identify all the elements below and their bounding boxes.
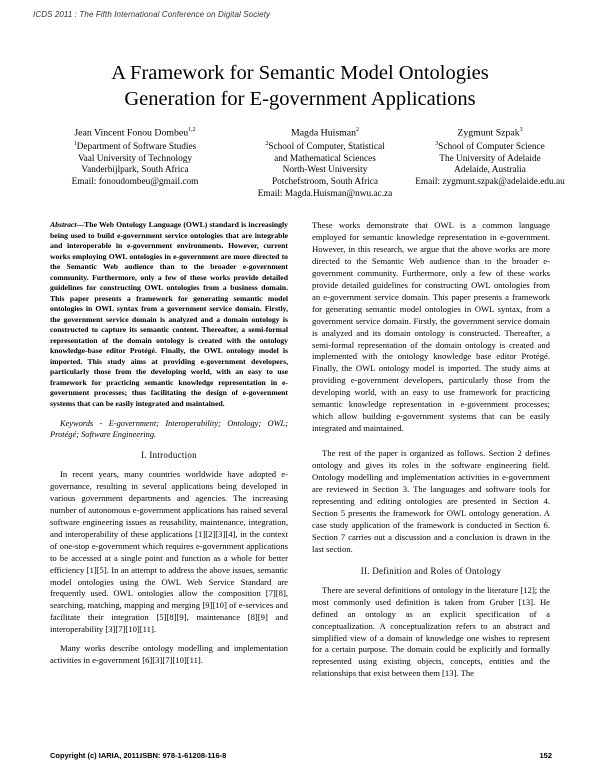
author-3-name: Zygmunt Szpak xyxy=(457,127,520,139)
abstract-text: —The Web Ontology Language (OWL) standard is increasingly being used to build e-government service ontologies that are integrable and interoperable in e-government environments. However, current works employing OWL ontologies in e-government are more directed to the Semantic Web audience than to the broader e-government community. Furthermore, only a few of these works provide detailed guidelines for constructing OWL ontologies from a business domain. This paper presents a framework for generating semantic model ontologies in OWL syntax from a government service domain. Firstly, the government service domain is analyzed and a domain ontology is constructed to capture its semantic content. Thereafter, a semi-formal representation of the domain ontology is created with the ontology knowledge-base editor Protégé. Finally, the OWL ontology model is imported. This study aims at providing e-government developers, particularly those from the developing world, with an easy to use framework for practicing semantic knowledge representation in e-government processes; thus facilitating the design of e-government systems that can be easily integrated and maintained. xyxy=(50,220,288,408)
author-1: Jean Vincent Fonou Dombeu$^{1,2}$ $^1$Department of Software Studies Vaal University of Technology Vanderbijlpark, South Africa Email: fonoudombeu@gmail.com xyxy=(40,125,230,189)
right-paragraph-1: These works demonstrate that OWL is a common language employed for semantic knowledge representation in e-government. However, in this research, we argue that the above works are more directed to the Semantic Web audience than to the broader e-government community. Furthermore, only a few of these works provide detailed guidelines for constructing OWL ontologies from an e-government service domain. This paper presents a framework for generating semantic model ontologies in OWL syntax, from a government service domain. Firstly, the government service domain is analyzed and its domain ontology is constructed. Thereafter, a semi-formal representation of the domain ontology is created and implemented with the ontology knowledge base editor Protégé. Finally, the OWL ontology model is imported. The study aims at providing e-government developers, particularly those from the developing world, with an easy to use framework for practicing semantic knowledge representation in e-government processes; which allow building e-government systems that can be easily integrated and maintained. xyxy=(312,220,550,434)
author-1-name: Jean Vincent Fonou Dombeu xyxy=(74,127,189,139)
author-block xyxy=(40,125,565,199)
paper-title xyxy=(30,60,570,112)
section-2-heading: II. Definition and Roles of Ontology xyxy=(360,565,502,576)
intro-paragraph-2: Many works describe ontology modelling and implementation activities in e-government [6][3][7][10][11]. xyxy=(50,643,288,666)
title-line-2: Generation for E-government Applications xyxy=(124,88,476,110)
definition-paragraph: There are several definitions of ontology in the literature [12]; the most commonly used definition is taken from Gruber [13]. He defined an ontology as an explicit specification of a conceptualization. A conceptualization refers to an abstract and simplified view of a domain of knowledge one wishes to represent for a certain purpose. The domain could be explicitly and formally represented using existing objects, concepts, entities and the relationships that exist between them [13]. The xyxy=(312,584,550,679)
right-column xyxy=(312,220,550,687)
abstract xyxy=(50,220,288,409)
left-column xyxy=(50,220,288,674)
footer-isbn: ISBN: 978-1-61208-116-8 xyxy=(140,751,227,760)
footer-copyright: Copyright (c) IARIA, 2011. xyxy=(50,751,142,760)
author-3: Zygmunt Szpak$^3$ $^3$School of Computer Science The University of Adelaide Adelaide, Australia Email: zygmunt.szpak@adelaide.edu.au xyxy=(380,125,600,189)
page-number: 152 xyxy=(539,751,552,760)
right-paragraph-2: The rest of the paper is organized as follows. Section 2 defines ontology and gives its roles in the software engineering field. Ontology modelling and implementation activities in e-government are reviewed in Section 3. The languages and software tools for representing and editing ontologies are presented in Section 4. Section 5 presents the framework for OWL ontology generation. A case study application of the framework is conducted in Section 6. Section 7 carries out a discussion and a conclusion is drawn in the last section. xyxy=(312,448,550,554)
keywords: Keywords - E-government; Interoperability; Ontology; OWL; Protégé; Software Engineering. xyxy=(50,419,288,439)
section-1-heading: I. Introduction xyxy=(141,450,197,460)
author-3-email: Email: zygmunt.szpak@adelaide.edu.au xyxy=(415,177,565,188)
intro-paragraph-1: In recent years, many countries worldwide have adopted e-governance, resulting in several applications being developed in various government departments and agencies. The increasing number of autonomous e-government applications has raised several software engineering issues as reusability, maintenance, integration, and interoperability of these applications [1][2][3][4], in the context of one-stop e-government which requires e-government applications to be accessed at a single point and function as a whole for better efficiency [1][5]. In an attempt to address the above issues, semantic model ontologies using the OWL Web Service Standard are frequently used. OWL ontologies allow the composition [7][8], searching, matching, mapping and merging [9][10] of e-services and facilitate their integration [5][8][9], maintenance [8][9] and interoperability [3][7][10][11]. xyxy=(50,468,288,635)
author-2: Magda Huisman$^2$ $^2$School of Computer, Statistical and Mathematical Sciences North-West University Potchefstroom, South Africa Email: Magda.Huisman@nwu.ac.za xyxy=(230,125,420,201)
author-2-email: Email: Magda.Huisman@nwu.ac.za xyxy=(257,188,393,199)
author-2-name: Magda Huisman xyxy=(290,127,357,139)
title-line-1: A Framework for Semantic Model Ontologies xyxy=(111,62,489,84)
author-1-email: Email: fonoudombeu@gmail.com xyxy=(71,177,199,188)
abstract-label: Abstract xyxy=(50,220,77,229)
conference-header: ICDS 2011 : The Fifth International Conference on Digital Society xyxy=(33,10,271,19)
